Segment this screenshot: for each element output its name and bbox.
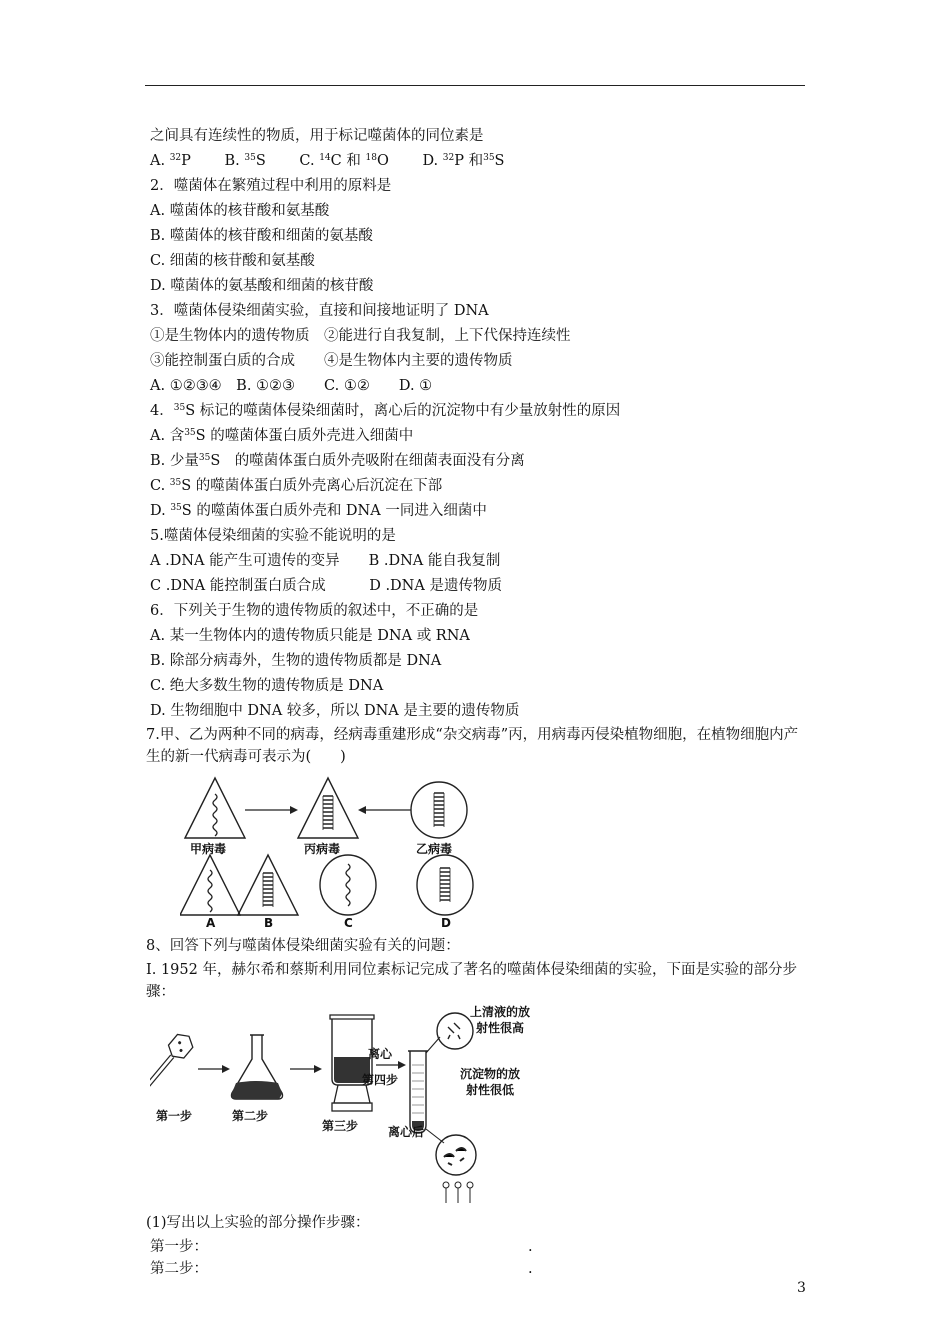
q7-stem: 7.甲、乙为两种不同的病毒，经病毒重建形成“杂交病毒”丙，用病毒丙侵染植物细胞，在植物细胞内产生的新一代病毒可表示为( ) — [146, 727, 799, 765]
q3-statements-2: ③能控制蛋白质的合成 ④是生物体内主要的遗传物质 — [150, 353, 513, 369]
q6-option-d: D. 生物细胞中 DNA 较多，所以 DNA 是主要的遗传物质 — [150, 703, 520, 719]
q6-stem: 6．下列关于生物的遗传物质的叙述中，不正确的是 — [150, 603, 479, 619]
q2-option-a: A. 噬菌体的核苷酸和氨基酸 — [150, 203, 330, 219]
q8-stem: 8、回答下列与噬菌体侵染细菌实验有关的问题： — [146, 938, 460, 954]
q8-experiment-figure — [150, 1007, 570, 1207]
header-rule — [145, 85, 805, 86]
q6-option-c: C. 绝大多数生物的遗传物质是 DNA — [150, 678, 384, 694]
label-virus-jia: 甲病毒 — [190, 842, 227, 856]
answer-line-step-2: 第二步： . — [150, 1261, 533, 1277]
answer-line-step-1: 第一步： . — [150, 1239, 533, 1255]
q4-option-c: C. $^{35}$S 的噬菌体蛋白质外壳离心后沉淀在下部 — [150, 478, 443, 494]
label-virus-yi: 乙病毒 — [416, 842, 453, 856]
q4-option-b: B. 少量$^{35}$S 的噬菌体蛋白质外壳吸附在细菌表面没有分离 — [150, 453, 525, 469]
label-after-centrifuge: 离心后 — [388, 1125, 425, 1139]
q4-stem: 4．$^{35}$S 标记的噬菌体侵染细菌时，离心后的沉淀物中有少量放射性的原因 — [150, 403, 621, 419]
q2-option-b: B. 噬菌体的核苷酸和细菌的氨基酸 — [150, 228, 373, 244]
label-choice-b: B — [264, 916, 274, 930]
q6-option-a: A. 某一生物体内的遗传物质只能是 DNA 或 RNA — [150, 628, 470, 644]
q4-option-d: D. $^{35}$S 的噬菌体蛋白质外壳和 DNA 一同进入细菌中 — [150, 503, 487, 519]
q5-stem: 5.噬菌体侵染细菌的实验不能说明的是 — [150, 528, 396, 544]
q3-stem: 3．噬菌体侵染细菌实验，直接和间接地证明了 DNA — [150, 303, 489, 319]
label-choice-c: C — [344, 916, 353, 930]
label-choice-a: A — [206, 916, 216, 930]
label-supernatant-1: 上清液的放 — [470, 1005, 531, 1019]
q2-stem: 2．噬菌体在繁殖过程中利用的原料是 — [150, 178, 392, 194]
q3-options: A. ①②③④ B. ①②③ C. ①② D. ① — [150, 378, 433, 394]
q6-option-b: B. 除部分病毒外，生物的遗传物质都是 DNA — [150, 653, 442, 669]
q4-option-a: A. 含$^{35}$S 的噬菌体蛋白质外壳进入细菌中 — [150, 428, 414, 444]
q2-option-d: D. 噬菌体的氨基酸和细菌的核苷酸 — [150, 278, 374, 294]
label-step-2: 第二步 — [232, 1109, 269, 1123]
q7-virus-figure — [180, 770, 540, 930]
q1-options: A. $^{32}$P B. $^{35}$S C. $^{14}$C 和 $^{18}$O D. $^{32}$P 和$^{35}$S — [150, 153, 505, 169]
label-supernatant-2: 射性很高 — [476, 1021, 525, 1035]
q8-subquestion-1: (1)写出以上实验的部分操作步骤： — [146, 1215, 370, 1231]
label-centrifuge: 离心 — [368, 1047, 393, 1061]
label-sediment-2: 射性很低 — [466, 1083, 515, 1097]
q2-option-c: C. 细菌的核苷酸和氨基酸 — [150, 253, 315, 269]
q5-options-cd: C .DNA 能控制蛋白质合成 D .DNA 是遗传物质 — [150, 578, 502, 594]
label-step-4: 第四步 — [362, 1073, 399, 1087]
label-choice-d: D — [441, 916, 451, 930]
q3-statements-1: ①是生物体内的遗传物质 ②能进行自我复制，上下代保持连续性 — [150, 328, 571, 344]
label-sediment-1: 沉淀物的放 — [460, 1067, 521, 1081]
page-content — [146, 124, 810, 1280]
label-step-3: 第三步 — [322, 1119, 359, 1133]
label-virus-bing: 丙病毒 — [304, 842, 341, 856]
q7-diagram-svg — [180, 770, 540, 920]
q8-diagram-svg — [150, 1007, 570, 1207]
q1-stem-continuation: 之间具有连续性的物质，用于标记噬菌体的同位素是 — [150, 128, 484, 144]
page-number: 3 — [797, 1280, 806, 1296]
q5-options-ab: A .DNA 能产生可遗传的变异 B .DNA 能自我复制 — [150, 553, 501, 569]
q8-part-i: Ⅰ. 1952 年，赫尔希和蔡斯利用同位素标记完成了著名的噬菌体侵染细菌的实验，下面是实验的部分步骤： — [146, 962, 797, 1000]
label-step-1: 第一步 — [156, 1109, 193, 1123]
